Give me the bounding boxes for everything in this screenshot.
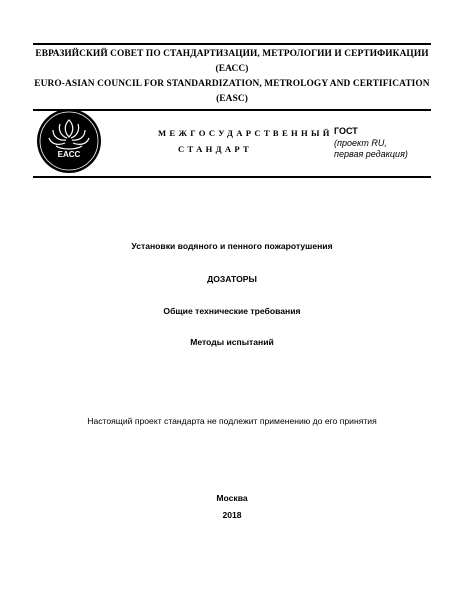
standard-type-line1: МЕЖГОСУДАРСТВЕННЫЙ — [158, 128, 333, 138]
title-line-2: ДОЗАТОРЫ — [207, 274, 257, 284]
council-abbr-en: (EASC) — [216, 94, 248, 104]
eacc-logo-icon — [36, 108, 102, 174]
header-top-rule — [33, 43, 431, 45]
council-name-ru: ЕВРАЗИЙСКИЙ СОВЕТ ПО СТАНДАРТИЗАЦИИ, МЕТРОЛОГИИ И СЕРТИФИКАЦИИ — [35, 49, 429, 59]
council-name-en: EURO-ASIAN COUNCIL FOR STANDARDIZATION, METROLOGY AND CERTIFICATION — [34, 79, 430, 89]
logo-text: EACC — [57, 150, 81, 159]
standard-type-line2: СТАНДАРТ — [178, 144, 253, 154]
title-line-3: Общие технические требования — [163, 306, 301, 316]
notice-text: Настоящий проект стандарта не подлежит применению до его принятия — [87, 416, 377, 426]
standard-code: ГОСТ — [334, 126, 358, 136]
footer-year: 2018 — [222, 510, 242, 520]
header-bottom-rule — [33, 176, 431, 178]
title-line-4: Методы испытаний — [190, 337, 274, 347]
footer-city: Москва — [216, 493, 248, 503]
draft-status-line2: первая редакция) — [334, 149, 408, 159]
title-line-1: Установки водяного и пенного пожаротушения — [131, 241, 333, 251]
council-abbr-ru: (ЕАСС) — [215, 64, 249, 74]
draft-status-line1: (проект RU, — [334, 138, 387, 148]
